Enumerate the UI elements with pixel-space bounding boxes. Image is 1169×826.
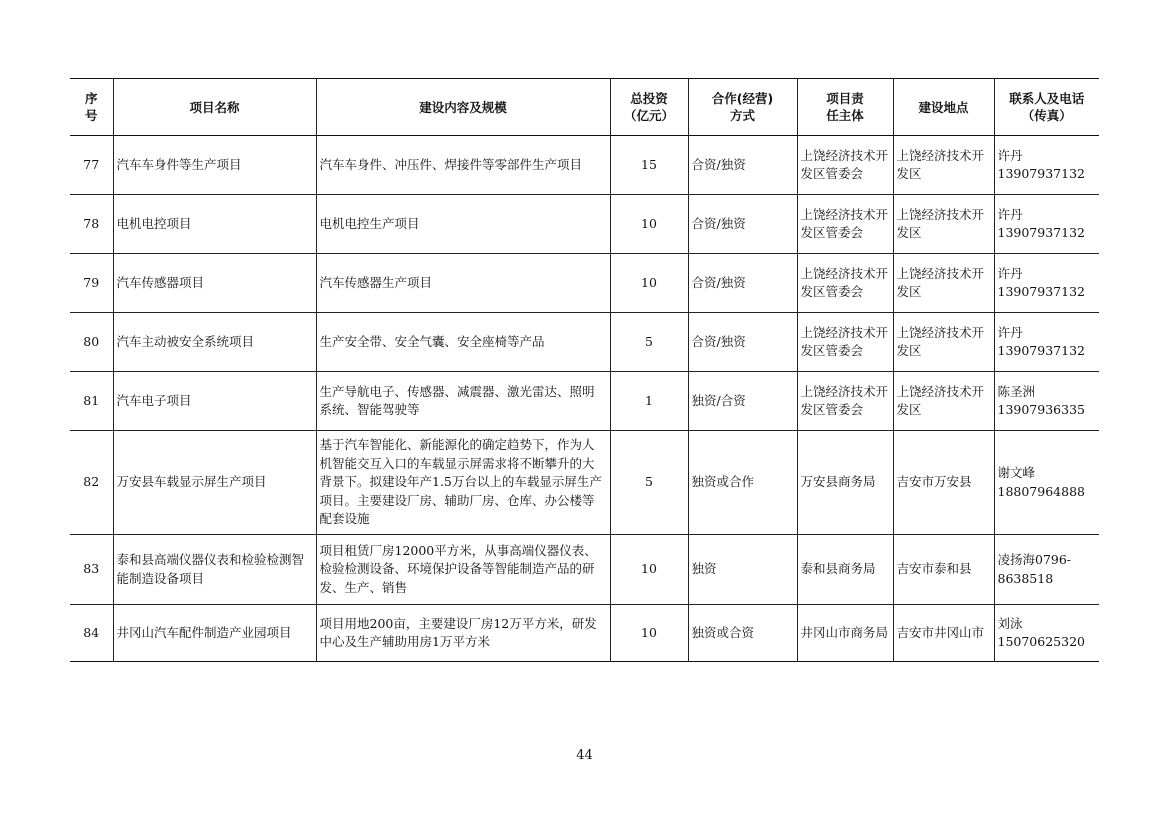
contact-phone: 13907937132 (997, 225, 1085, 240)
row-content: 汽车传感器生产项目 (316, 254, 610, 313)
row-responsible-entity: 泰和县商务局 (797, 535, 893, 605)
row-cooperation-mode: 独资或合资 (688, 605, 797, 662)
row-seq: 82 (70, 431, 113, 535)
row-seq: 80 (70, 313, 113, 372)
header-content: 建设内容及规模 (316, 79, 610, 136)
contact-name: 凌扬海0796- (997, 552, 1072, 567)
row-name: 万安县车载显示屏生产项目 (113, 431, 316, 535)
table-row (70, 535, 1099, 605)
contact-name: 谢文峰 (997, 465, 1036, 480)
row-name: 电机电控项目 (113, 195, 316, 254)
row-responsible-entity: 井冈山市商务局 (797, 605, 893, 662)
row-seq: 81 (70, 372, 113, 431)
row-responsible-entity: 上饶经济技术开发区管委会 (797, 313, 893, 372)
table-row (70, 605, 1099, 662)
row-content: 生产导航电子、传感器、减震器、激光雷达、照明系统、智能驾驶等 (316, 372, 610, 431)
row-content: 项目租赁厂房12000平方米，从事高端仪器仪表、检验检测设备、环境保护设备等智能制造产品的研发、生产、销售 (316, 535, 610, 605)
header-seq-line1: 序 (84, 91, 98, 106)
table-row (70, 313, 1099, 372)
row-responsible-entity: 上饶经济技术开发区管委会 (797, 195, 893, 254)
row-contact (994, 431, 1099, 535)
row-contact (994, 605, 1099, 662)
contact-name: 许丹 (997, 324, 1023, 340)
row-cooperation-mode: 独资或合作 (688, 431, 797, 535)
project-table (70, 78, 1099, 662)
page-number: 44 (576, 748, 593, 763)
row-seq: 77 (70, 136, 113, 195)
row-name: 泰和县高端仪器仪表和检验检测智能制造设备项目 (113, 535, 316, 605)
table-row (70, 136, 1099, 195)
table-row (70, 372, 1099, 431)
contact-name: 许丹 (997, 147, 1023, 163)
row-cooperation-mode: 合资/独资 (688, 136, 797, 195)
row-location: 上饶经济技术开发区 (893, 254, 994, 313)
header-owner: 项目责 任主体 (797, 79, 893, 136)
row-responsible-entity: 万安县商务局 (797, 431, 893, 535)
row-cooperation-mode: 独资 (688, 535, 797, 605)
row-content: 生产安全带、安全气囊、安全座椅等产品 (316, 313, 610, 372)
table-row (70, 195, 1099, 254)
row-contact (994, 195, 1099, 254)
contact-name: 刘泳 (997, 615, 1023, 631)
row-contact (994, 136, 1099, 195)
contact-phone: 13907937132 (997, 343, 1085, 358)
row-location: 上饶经济技术开发区 (893, 313, 994, 372)
row-name: 汽车主动被安全系统项目 (113, 313, 316, 372)
row-location: 上饶经济技术开发区 (893, 372, 994, 431)
row-content: 项目用地200亩，主要建设厂房12万平方米，研发中心及生产辅助用房1万平方米 (316, 605, 610, 662)
row-name: 汽车电子项目 (113, 372, 316, 431)
contact-name: 陈圣洲 (997, 383, 1036, 399)
row-location: 上饶经济技术开发区 (893, 195, 994, 254)
contact-phone: 13907937132 (997, 166, 1085, 181)
row-responsible-entity: 上饶经济技术开发区管委会 (797, 254, 893, 313)
row-seq: 79 (70, 254, 113, 313)
row-location: 上饶经济技术开发区 (893, 136, 994, 195)
contact-phone: 18807964888 (997, 483, 1085, 499)
contact-phone: 8638518 (997, 570, 1054, 586)
row-cooperation-mode: 合资/独资 (688, 313, 797, 372)
row-investment: 1 (610, 372, 688, 431)
row-cooperation-mode: 合资/独资 (688, 195, 797, 254)
row-responsible-entity: 上饶经济技术开发区管委会 (797, 372, 893, 431)
row-content: 汽车车身件、冲压件、焊接件等零部件生产项目 (316, 136, 610, 195)
row-location: 吉安市万安县 (893, 431, 994, 535)
row-investment: 10 (610, 195, 688, 254)
row-content: 电机电控生产项目 (316, 195, 610, 254)
row-cooperation-mode: 合资/独资 (688, 254, 797, 313)
row-investment: 10 (610, 254, 688, 313)
table-row (70, 254, 1099, 313)
row-contact (994, 313, 1099, 372)
row-seq: 78 (70, 195, 113, 254)
row-name: 汽车传感器项目 (113, 254, 316, 313)
row-location: 吉安市泰和县 (893, 535, 994, 605)
row-contact (994, 372, 1099, 431)
row-investment: 5 (610, 313, 688, 372)
row-investment: 5 (610, 431, 688, 535)
contact-phone: 15070625320 (997, 634, 1085, 649)
row-content: 基于汽车智能化、新能源化的确定趋势下，作为人机智能交互入口的车载显示屏需求将不断攀升的大背景下。拟建设年产1.5万台以上的车载显示屏生产项目。主要建设厂房、辅助厂房、仓库、办公楼等配套设施 (316, 431, 610, 535)
row-investment: 15 (610, 136, 688, 195)
row-investment: 10 (610, 535, 688, 605)
row-seq: 84 (70, 605, 113, 662)
contact-name: 许丹 (997, 206, 1023, 222)
header-contact: 联系人及电话 （传真） (994, 79, 1099, 136)
row-name: 汽车车身件等生产项目 (113, 136, 316, 195)
header-location: 建设地点 (893, 79, 994, 136)
row-name: 井冈山汽车配件制造产业园项目 (113, 605, 316, 662)
row-contact (994, 535, 1099, 605)
table-row (70, 431, 1099, 535)
row-responsible-entity: 上饶经济技术开发区管委会 (797, 136, 893, 195)
header-seq (70, 79, 113, 136)
contact-phone: 13907936335 (997, 402, 1085, 417)
header-mode: 合作(经营) 方式 (688, 79, 797, 136)
contact-phone: 13907937132 (997, 284, 1085, 299)
header-name: 项目名称 (113, 79, 316, 136)
header-row (70, 79, 1099, 136)
header-invest: 总投资 （亿元） (610, 79, 688, 136)
contact-name: 许丹 (997, 265, 1023, 281)
row-investment: 10 (610, 605, 688, 662)
row-seq: 83 (70, 535, 113, 605)
header-seq-line2: 号 (84, 108, 98, 123)
row-contact (994, 254, 1099, 313)
row-location: 吉安市井冈山市 (893, 605, 994, 662)
row-cooperation-mode: 独资/合资 (688, 372, 797, 431)
